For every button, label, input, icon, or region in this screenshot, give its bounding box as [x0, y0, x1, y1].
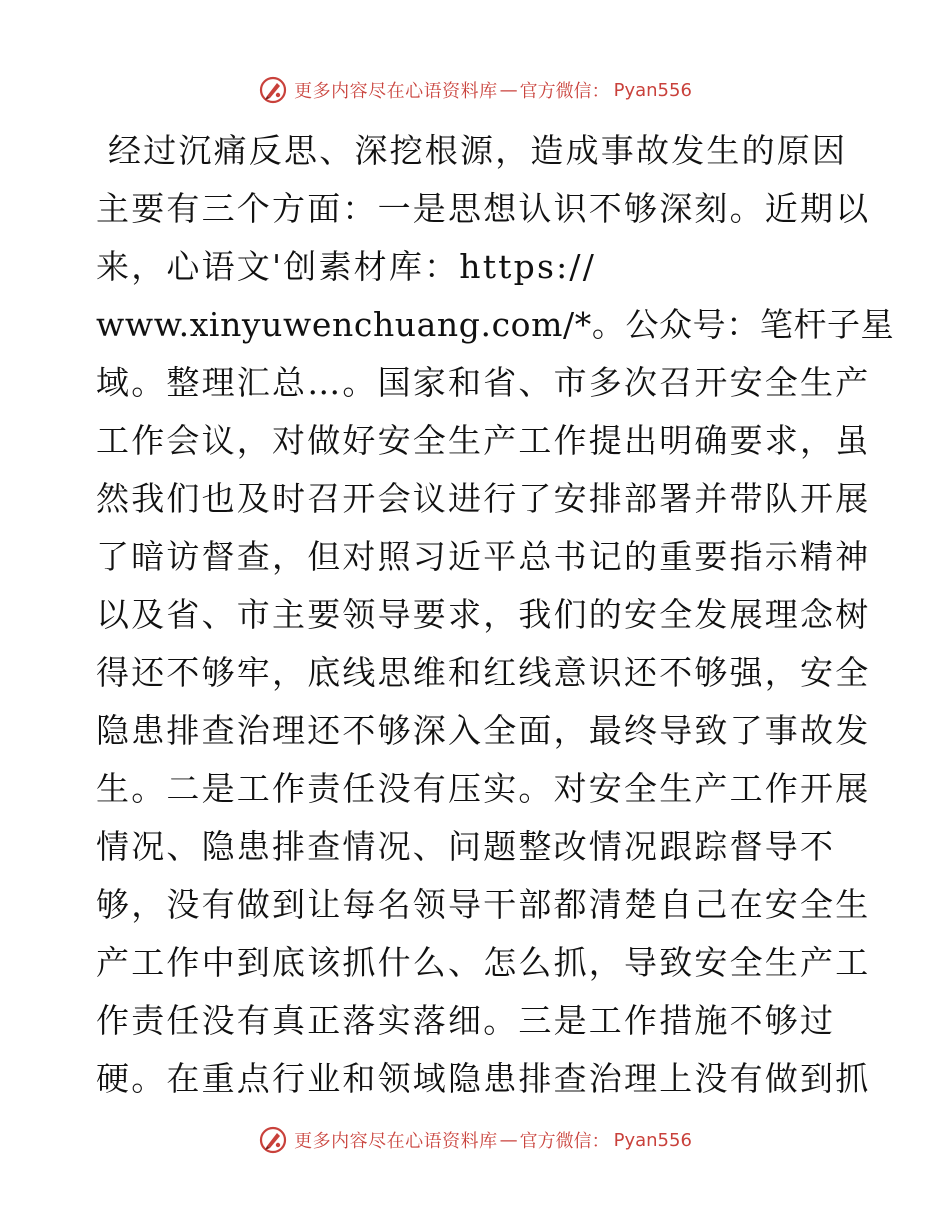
body-line: 够，没有做到让每名领导干部都清楚自己在安全生	[96, 885, 871, 924]
banner-label: 官方微信：	[519, 81, 610, 102]
body-line: 域。整理汇总…。国家和省、市多次召开安全生产	[96, 363, 871, 402]
body-line: 然我们也及时召开会议进行了安排部署并带队开展	[96, 479, 871, 518]
body-line: 经过沉痛反思、深挖根源，造成事故发生的原因	[108, 131, 848, 170]
banner-text: 更多内容尽在心语资料库	[294, 1131, 498, 1152]
body-line: 以及省、市主要领导要求，我们的安全发展理念树	[96, 595, 871, 634]
banner-label: 官方微信：	[519, 1131, 610, 1152]
body-line: 硬。在重点行业和领域隐患排查治理上没有做到抓	[96, 1059, 871, 1098]
body-line: 作责任没有真正落实落细。三是工作措施不够过	[96, 1001, 836, 1040]
pen-logo-icon	[258, 75, 288, 105]
body-line: www.xinyuwenchuang.com/*。公众号：笔杆子星	[96, 305, 895, 344]
body-line: 来，心语文'创素材库：https://	[96, 247, 597, 286]
banner-separator: —	[499, 1129, 518, 1151]
header-banner	[0, 70, 950, 110]
pen-logo-icon	[258, 1125, 288, 1155]
document-body	[96, 122, 895, 1108]
body-line: 工作会议，对做好安全生产工作提出明确要求，虽	[96, 421, 871, 460]
banner-wechat-id: Pyan556	[613, 1129, 692, 1151]
footer-banner	[0, 1120, 950, 1160]
banner-text: 更多内容尽在心语资料库	[294, 81, 498, 102]
body-line: 得还不够牢，底线思维和红线意识还不够强，安全	[96, 653, 871, 692]
body-line: 了暗访督查，但对照习近平总书记的重要指示精神	[96, 537, 871, 576]
body-line: 情况、隐患排查情况、问题整改情况跟踪督导不	[96, 827, 836, 866]
banner-wechat-id: Pyan556	[613, 79, 692, 101]
body-line: 生。二是工作责任没有压实。对安全生产工作开展	[96, 769, 871, 808]
body-line: 主要有三个方面：一是思想认识不够深刻。近期以	[96, 189, 871, 228]
body-line: 产工作中到底该抓什么、怎么抓，导致安全生产工	[96, 943, 871, 982]
body-line: 隐患排查治理还不够深入全面，最终导致了事故发	[96, 711, 871, 750]
banner-separator: —	[499, 79, 518, 101]
